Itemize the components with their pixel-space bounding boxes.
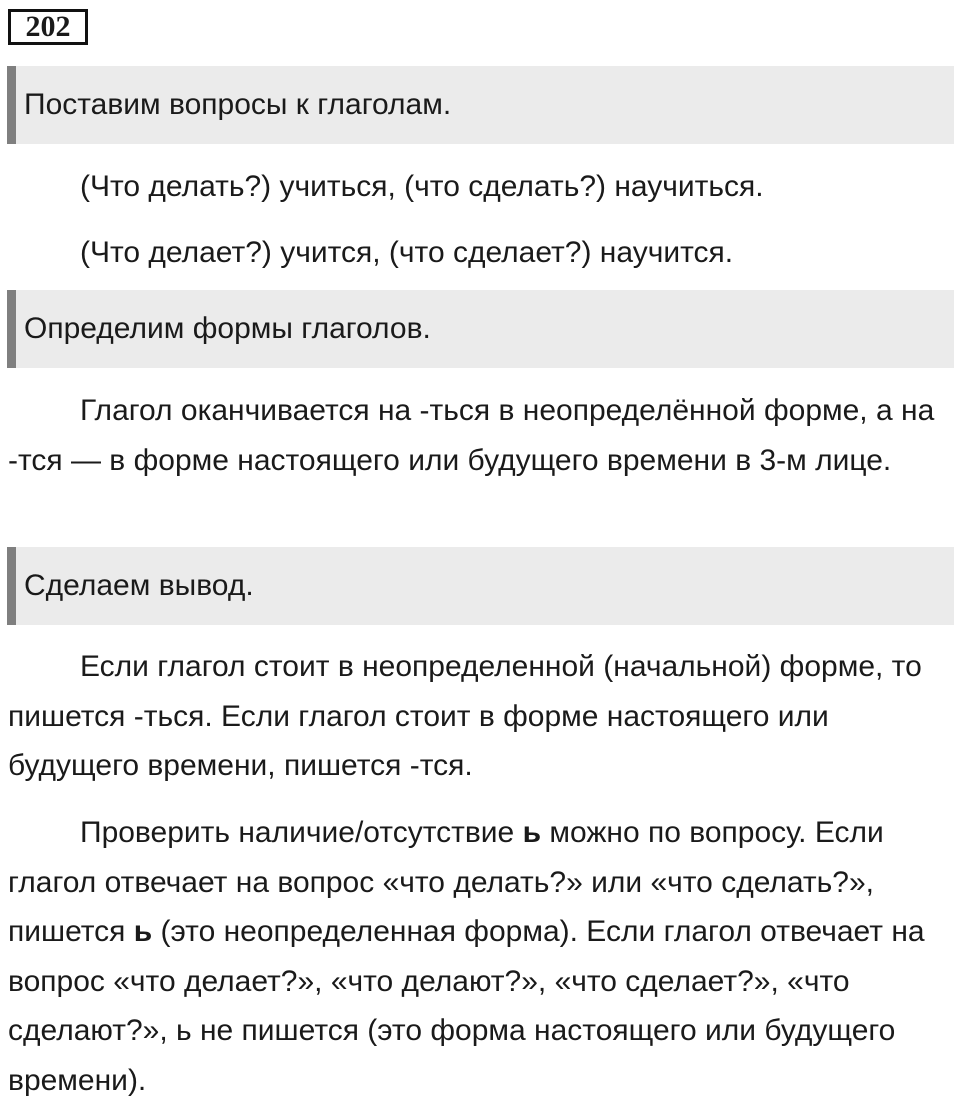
section-header-conclusion: Сделаем вывод. [7,547,954,625]
section-header-questions: Поставим вопросы к глаголам. [7,66,954,144]
section-header-forms: Определим формы глаголов. [7,290,954,368]
soft-sign-bold: ь [133,915,153,948]
conclusion-paragraph-2 [8,808,952,1105]
conclusion-paragraph-1: Если глагол стоит в неопределенной (начальной) форме, то пишется -ться. Если глагол стоит в форме настоящего или будущего времени, пишется -тся. [8,650,922,782]
task-number: 202 [8,9,88,45]
conclusion-text-part-3: (это неопределенная форма). Если глагол отвечает на вопрос «что делает?», «что делают?», «что сделает?», «что сделают?», ь не пишется (это форма настоящего или будущего времени). [8,915,925,1097]
example-line-present: (Что делает?) учится, (что сделает?) научится. [80,236,734,269]
example-line-infinitive: (Что делать?) учиться, (что сделать?) научиться. [80,170,764,203]
forms-paragraph: Глагол оканчивается на -ться в неопределённой форме, а на -тся — в форме настоящего или будущего времени в 3-м лице. [8,394,935,477]
conclusion-text-part-1: Проверить наличие/отсутствие [80,816,523,849]
conclusion-text-part-2: можно по вопросу. Если глагол отвечает на вопрос «что делать?» или «что сделать?», пишется [8,816,884,948]
soft-sign-bold: ь [522,816,542,849]
